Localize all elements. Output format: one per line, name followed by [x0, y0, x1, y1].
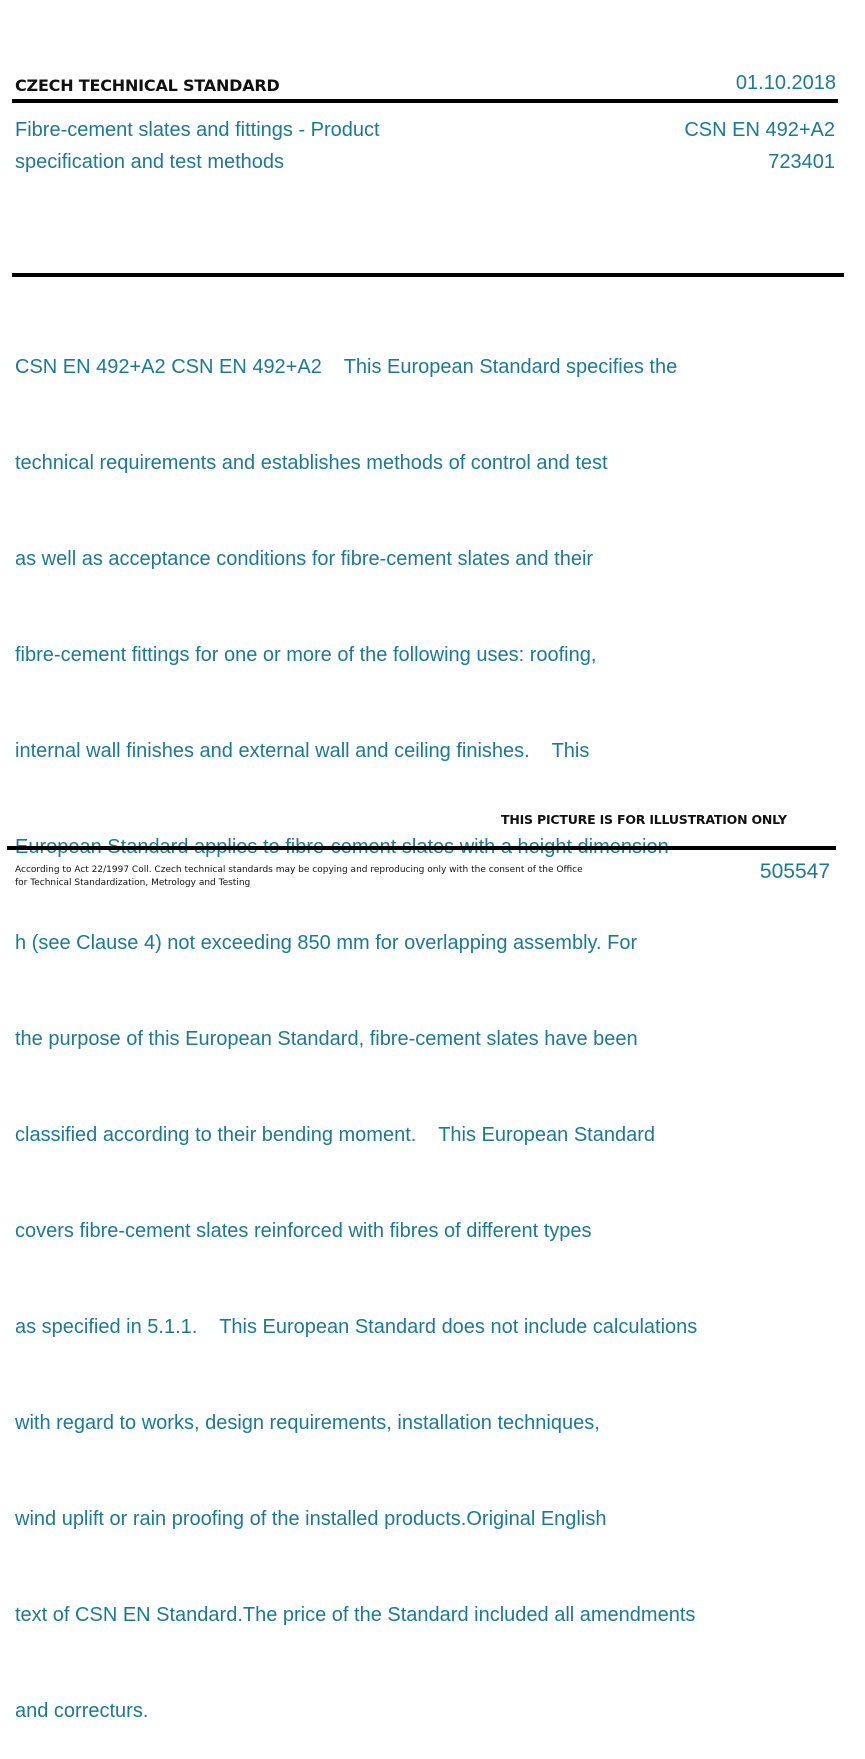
standard-title-line-1: Fibre-cement slates and fittings - Product	[15, 119, 380, 141]
legal-notice-line-1: According to Act 22/1997 Coll. Czech technical standards may be copying and reproducing only with the consent of the Office	[15, 865, 583, 875]
description-line: technical requirements and establishes methods of control and test	[15, 452, 608, 474]
description-line: the purpose of this European Standard, fibre-cement slates have been	[15, 1028, 638, 1050]
section-divider	[12, 273, 844, 277]
classification-number: 723401	[768, 151, 835, 173]
description-line: internal wall finishes and external wall and ceiling finishes. This	[15, 740, 590, 762]
description-line: as well as acceptance conditions for fibre-cement slates and their	[15, 548, 594, 570]
description-line: text of CSN EN Standard.The price of the Standard included all amendments	[15, 1604, 696, 1626]
document-category-title: CZECH TECHNICAL STANDARD	[15, 76, 280, 95]
description-line: and correcturs.	[15, 1700, 149, 1722]
description-line: wind uplift or rain proofing of the installed products.Original English	[15, 1508, 607, 1530]
description-line: CSN EN 492+A2 CSN EN 492+A2 This European Standard specifies the	[15, 356, 678, 378]
publication-date: 01.10.2018	[735, 72, 836, 94]
illustration-disclaimer: THIS PICTURE IS FOR ILLUSTRATION ONLY	[501, 812, 787, 827]
description-line: with regard to works, design requirements, installation techniques,	[15, 1412, 600, 1434]
footer-divider	[7, 846, 836, 850]
description-line: covers fibre-cement slates reinforced with fibres of different types	[15, 1220, 592, 1242]
legal-notice-line-2: for Technical Standardization, Metrology and Testing	[15, 878, 251, 888]
standard-code: CSN EN 492+A2	[684, 119, 835, 141]
standard-description	[15, 287, 755, 1759]
description-line: classified according to their bending moment. This European Standard	[15, 1124, 655, 1146]
standard-title	[15, 114, 485, 178]
document-id: 505547	[759, 860, 830, 883]
description-line: as specified in 5.1.1. This European Standard does not include calculations	[15, 1316, 698, 1338]
header-divider	[12, 99, 838, 103]
standard-codes	[684, 114, 835, 178]
legal-notice	[15, 864, 615, 890]
description-line: h (see Clause 4) not exceeding 850 mm for overlapping assembly. For	[15, 932, 638, 954]
standard-title-line-2: specification and test methods	[15, 151, 285, 173]
description-line: fibre-cement fittings for one or more of the following uses: roofing,	[15, 644, 597, 666]
